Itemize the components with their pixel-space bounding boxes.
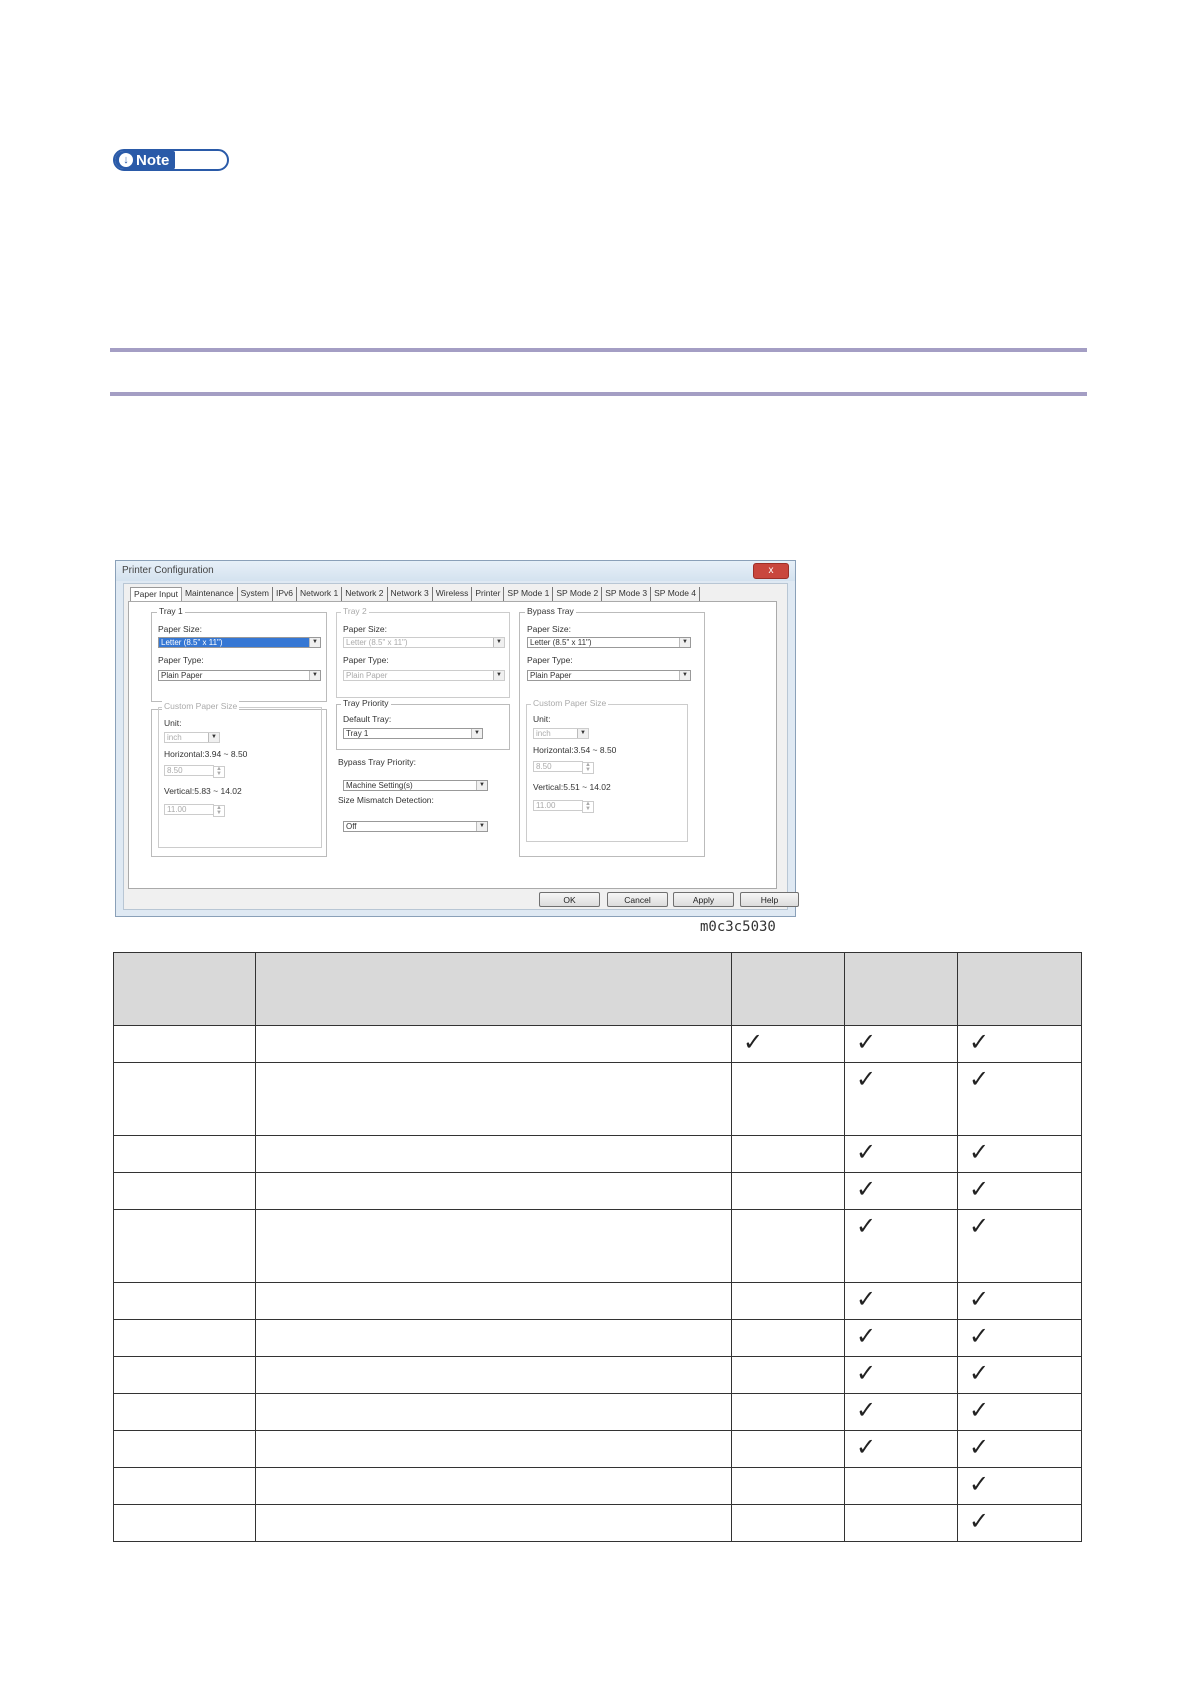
tray1-paper-size-select[interactable] [158,637,321,648]
printer-configuration-dialog [115,560,796,917]
table-row [114,1357,1082,1394]
bypass-horizontal-spin[interactable] [533,761,591,773]
header-cell [845,953,958,1026]
dialog-titlebar [116,561,795,581]
table-row [114,1468,1082,1505]
table-cell [114,1136,256,1173]
table-cell [845,1063,958,1136]
check-icon [733,1358,843,1363]
tray1-custom-size-group [158,707,322,848]
tray2-group-label: Tray 2 [343,606,367,616]
table-cell [114,1026,256,1063]
note-label: Note [136,151,170,169]
check-icon: ✓ [969,1029,990,1056]
arrow-down-icon: ↓ [119,153,133,167]
table-cell [114,1283,256,1320]
dialog-title: Printer Configuration [122,565,214,576]
table-cell [732,1026,845,1063]
table-cell [256,1431,732,1468]
note-badge [113,149,229,171]
check-icon [733,1137,843,1142]
bypass-tray-priority-label: Bypass Tray Priority: [338,757,416,767]
table-cell [958,1394,1082,1431]
header-cell [114,953,256,1026]
default-tray-select[interactable] [343,728,483,739]
check-icon: ✓ [856,1139,877,1166]
check-icon: ✓ [856,1213,877,1240]
table-cell [845,1320,958,1357]
tray2-paper-size-value: Letter (8.5" x 11") [346,638,408,647]
check-icon: ✓ [969,1508,990,1535]
check-icon: ✓ [969,1066,990,1093]
table-cell [958,1320,1082,1357]
table-cell [845,1210,958,1283]
tray1-paper-type-select[interactable] [158,670,321,681]
tray2-paper-type-label: Paper Type: [343,655,389,665]
table-cell [114,1431,256,1468]
check-icon: ✓ [969,1213,990,1240]
check-icon: ✓ [856,1029,877,1056]
tray1-paper-size-value: Letter (8.5" x 11") [161,638,223,647]
bypass-paper-size-value: Letter (8.5" x 11") [530,638,592,647]
table-cell [958,1136,1082,1173]
tray2-paper-size-label: Paper Size: [343,624,387,634]
bypass-paper-size-select[interactable] [527,637,691,648]
bypass-vertical-value: 11.00 [536,801,556,810]
table-cell [732,1431,845,1468]
table-row [114,1210,1082,1283]
header-cell [732,953,845,1026]
bypass-paper-type-value: Plain Paper [530,671,572,680]
table-cell [958,1505,1082,1542]
table-cell [114,1320,256,1357]
table-cell [256,1026,732,1063]
check-icon: ✓ [969,1139,990,1166]
table-cell [732,1394,845,1431]
check-icon: ✓ [969,1397,990,1424]
table-cell [114,1173,256,1210]
table-row [114,1283,1082,1320]
settings-table [113,952,1082,1542]
tab-paper-input[interactable]: Paper Input [130,587,182,601]
bypass-paper-size-label: Paper Size: [527,624,571,634]
table-cell [958,1173,1082,1210]
tray1-custom-size-label: Custom Paper Size [164,701,238,711]
table-cell [256,1320,732,1357]
table-cell [256,1394,732,1431]
spin-arrows-icon: ▲ ▼ [582,801,594,813]
size-mismatch-select[interactable] [343,821,488,832]
chevron-down-icon: ▼ [493,671,504,680]
check-icon: ✓ [969,1323,990,1350]
table-cell [256,1283,732,1320]
figure-caption: m0c3c5030 [700,919,776,935]
table-cell [256,1136,732,1173]
check-icon: ✓ [969,1176,990,1203]
chevron-down-icon: ▼ [493,638,504,647]
check-icon [733,1321,843,1326]
tab-ipv6[interactable]: IPv6 [273,587,297,601]
tab-maintenance[interactable]: Maintenance [182,587,238,601]
check-icon: ✓ [969,1471,990,1498]
size-mismatch-label: Size Mismatch Detection: [338,795,434,805]
spin-arrows-icon: ▲ ▼ [213,766,225,778]
tray1-paper-type-value: Plain Paper [161,671,203,680]
bypass-unit-select[interactable] [533,728,589,739]
tab-strip [130,587,700,601]
table-cell [114,1210,256,1283]
table-cell [114,1468,256,1505]
tray2-paper-size-select[interactable] [343,637,505,648]
table-cell [256,1210,732,1283]
tray1-horizontal-value: 8.50 [167,766,183,775]
check-icon [733,1174,843,1179]
check-icon [733,1284,843,1289]
help-button[interactable]: Help [740,892,799,907]
table-cell [958,1468,1082,1505]
table-row [114,1026,1082,1063]
tray-priority-label: Tray Priority [343,698,389,708]
table-cell [256,1063,732,1136]
tray-priority-group [336,704,510,750]
tab-sp-mode-1[interactable]: SP Mode 1 [504,587,553,601]
table-cell [732,1063,845,1136]
spin-arrows-icon: ▲ ▼ [582,762,594,774]
table-cell [732,1320,845,1357]
tray2-paper-type-select[interactable] [343,670,505,681]
tray1-vertical-label: Vertical:5.83 ~ 14.02 [164,786,242,796]
tray1-group-label: Tray 1 [159,606,183,616]
bypass-tray-priority-select[interactable] [343,780,488,791]
table-cell [732,1505,845,1542]
default-tray-label: Default Tray: [343,714,392,724]
bypass-tray-group-label: Bypass Tray [527,606,574,616]
table-cell [958,1210,1082,1283]
table-cell [732,1173,845,1210]
close-button[interactable]: x [753,563,789,579]
tray1-vertical-value: 11.00 [167,805,187,814]
table-cell [732,1136,845,1173]
chevron-down-icon: ▼ [679,638,690,647]
chevron-down-icon: ▼ [309,638,320,647]
table-cell [114,1394,256,1431]
table-cell [845,1468,958,1505]
apply-button[interactable]: Apply [673,892,734,907]
check-icon: ✓ [856,1397,877,1424]
table-cell [114,1505,256,1542]
check-icon [733,1469,843,1474]
table-cell [845,1026,958,1063]
table-cell [732,1210,845,1283]
table-cell [845,1505,958,1542]
table-cell [958,1431,1082,1468]
table-row [114,1431,1082,1468]
ok-button[interactable]: OK [539,892,600,907]
tab-wireless[interactable]: Wireless [433,587,473,601]
check-icon [733,1395,843,1400]
check-icon [733,1506,843,1511]
table-cell [114,1357,256,1394]
check-icon: ✓ [856,1360,877,1387]
table-cell [845,1283,958,1320]
chevron-down-icon: ▼ [309,671,320,680]
dialog-client [123,583,788,910]
table-row [114,1320,1082,1357]
check-icon [733,1432,843,1437]
header-cell [958,953,1082,1026]
bypass-horizontal-label: Horizontal:3.54 ~ 8.50 [533,745,617,755]
check-icon: ✓ [743,1029,764,1056]
table-cell [958,1283,1082,1320]
table-cell [958,1026,1082,1063]
check-icon: ✓ [856,1176,877,1203]
check-icon: ✓ [969,1286,990,1313]
tab-sp-mode-3[interactable]: SP Mode 3 [602,587,651,601]
check-icon [846,1469,956,1474]
tab-network-2[interactable]: Network 2 [342,587,387,601]
chevron-down-icon: ▼ [476,781,487,790]
check-icon [733,1211,843,1216]
tab-system[interactable]: System [238,587,273,601]
check-icon [846,1506,956,1511]
tray2-paper-type-value: Plain Paper [346,671,388,680]
bypass-unit-label: Unit: [533,714,551,724]
chevron-down-icon: ▼ [471,729,482,738]
table-cell [845,1136,958,1173]
tray1-vertical-spin[interactable] [164,804,222,816]
bypass-horizontal-value: 8.50 [536,762,552,771]
chevron-down-icon: ▼ [476,822,487,831]
tray1-paper-size-label: Paper Size: [158,624,202,634]
dialog-button-row [124,889,787,909]
table-cell [732,1468,845,1505]
spin-arrows-icon: ▲ ▼ [213,805,225,817]
chevron-down-icon: ▼ [577,729,588,738]
bypass-paper-type-label: Paper Type: [527,655,573,665]
check-icon: ✓ [856,1323,877,1350]
size-mismatch-value: Off [346,822,357,831]
table-row [114,1173,1082,1210]
check-icon [733,1064,843,1069]
cancel-button[interactable]: Cancel [607,892,668,907]
chevron-down-icon: ▼ [679,671,690,680]
bypass-custom-size-label: Custom Paper Size [533,698,607,708]
bypass-custom-size-group [526,704,688,842]
table-row [114,1136,1082,1173]
table-cell [845,1431,958,1468]
bypass-tray-priority-value: Machine Setting(s) [346,781,413,790]
table-row [114,1063,1082,1136]
table-row [114,1394,1082,1431]
default-tray-value: Tray 1 [346,729,369,738]
tab-network-1[interactable]: Network 1 [297,587,342,601]
table-cell [732,1357,845,1394]
table-row [114,1505,1082,1542]
table-cell [256,1173,732,1210]
note-head [115,151,175,169]
table-cell [256,1468,732,1505]
tab-printer[interactable]: Printer [472,587,504,601]
tab-sp-mode-4[interactable]: SP Mode 4 [651,587,700,601]
tray1-horizontal-spin[interactable] [164,765,222,777]
table-cell [958,1357,1082,1394]
table-cell [114,1063,256,1136]
table-cell [845,1357,958,1394]
tab-network-3[interactable]: Network 3 [388,587,433,601]
check-icon: ✓ [856,1066,877,1093]
table-header-row [114,953,1082,1026]
tray1-unit-value: inch [167,733,182,742]
bypass-unit-value: inch [536,729,551,738]
table-cell [732,1283,845,1320]
tab-pane-paper-input [128,601,777,889]
tray1-unit-label: Unit: [164,718,182,728]
tab-sp-mode-2[interactable]: SP Mode 2 [553,587,602,601]
check-icon: ✓ [969,1434,990,1461]
check-icon: ✓ [969,1360,990,1387]
chevron-down-icon: ▼ [208,733,219,742]
tray1-unit-select[interactable] [164,732,220,743]
table-cell [256,1357,732,1394]
bypass-paper-type-select[interactable] [527,670,691,681]
tray1-horizontal-label: Horizontal:3.94 ~ 8.50 [164,749,248,759]
header-cell [256,953,732,1026]
tray1-paper-type-label: Paper Type: [158,655,204,665]
table-cell [845,1394,958,1431]
table-cell [256,1505,732,1542]
check-icon: ✓ [856,1434,877,1461]
table-cell [845,1173,958,1210]
bypass-vertical-label: Vertical:5.51 ~ 14.02 [533,782,611,792]
bypass-vertical-spin[interactable] [533,800,591,812]
section-rule-bottom [110,392,1087,396]
section-rule-top [110,348,1087,352]
check-icon: ✓ [856,1286,877,1313]
table-cell [958,1063,1082,1136]
